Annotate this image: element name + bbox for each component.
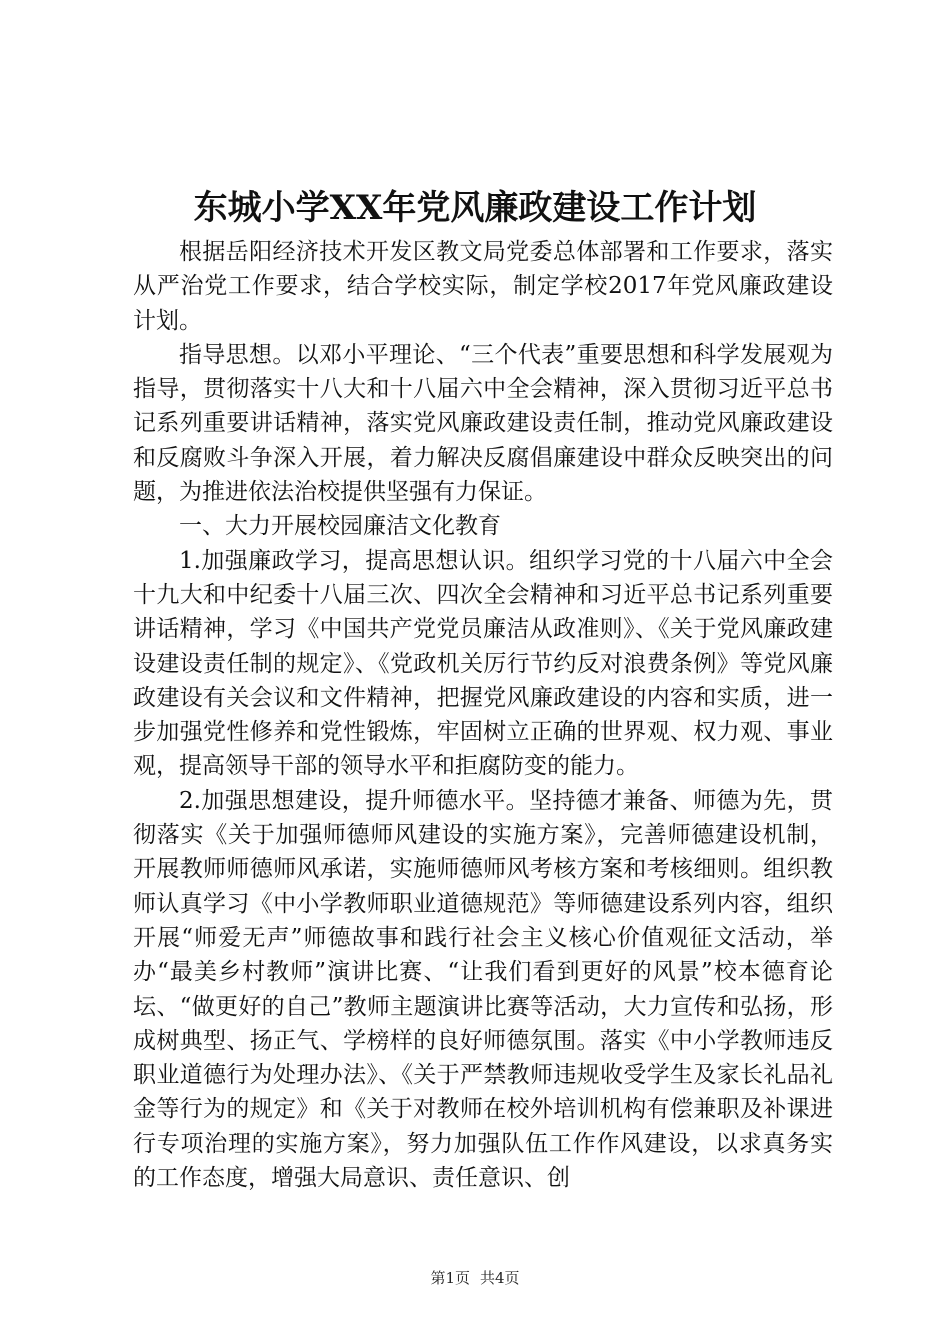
page-total: 共4页 [480, 1269, 520, 1287]
paragraph-item-2: 2.加强思想建设，提升师德水平。坚持德才兼备、师德为先，贯彻落实《关于加强师德师风建设的实施方案》，完善师德建设机制，开展教师师德师风承诺，实施师德师风考核方案和考核细则。组织教师认真学习《中小学教师职业道德规范》等师德建设系列内容，组织开展“师爱无声”师德故事和践行社会主义核心价值观征文活动，举办“最美乡村教师”演讲比赛、“让我们看到更好的风景”校本德育论坛、“做更好的自己”教师主题演讲比赛等活动，大力宣传和弘扬，形成树典型、扬正气、学榜样的良好师德氛围。落实《中小学教师违反职业道德行为处理办法》、《关于严禁教师违规收受学生及家长礼品礼金等行为的规定》和《关于对教师在校外培训机构有偿兼职及补课进行专项治理的实施方案》，努力加强队伍工作作风建设，以求真务实的工作态度，增强大局意识、责任意识、创 [133, 787, 833, 1192]
page-number: 第1页 [430, 1269, 470, 1287]
document-title: 东城小学XX年党风廉政建设工作计划 [193, 188, 757, 228]
section-heading-1: 一、大力开展校园廉洁文化教育 [179, 513, 501, 540]
document-body [133, 235, 833, 1195]
paragraph-intro: 根据岳阳经济技术开发区教文局党委总体部署和工作要求，落实从严治党工作要求，结合学校实际，制定学校2017年党风廉政建设计划。 [133, 239, 833, 334]
paragraph-item-1: 1.加强廉政学习，提高思想认识。组织学习党的十八届六中全会十九大和中纪委十八届三次、四次全会精神和习近平总书记系列重要讲话精神，学习《中国共产党党员廉洁从政准则》、《关于党风廉政建设建设责任制的规定》、《党政机关厉行节约反对浪费条例》等党风廉政建设有关会议和文件精神，把握党风廉政建设的内容和实质，进一步加强党性修养和党性锻炼，牢固树立正确的世界观、权力观、事业观，提高领导干部的领导水平和拒腐防变的能力。 [133, 547, 833, 780]
page-footer [0, 1268, 950, 1288]
paragraph-guiding-thought: 指导思想。以邓小平理论、“三个代表”重要思想和科学发展观为指导，贯彻落实十八大和十八届六中全会精神，深入贯彻习近平总书记系列重要讲话精神，落实党风廉政建设责任制，推动党风廉政建设和反腐败斗争深入开展，着力解决反腐倡廉建设中群众反映突出的问题，为推进依法治校提供坚强有力保证。 [133, 341, 833, 506]
